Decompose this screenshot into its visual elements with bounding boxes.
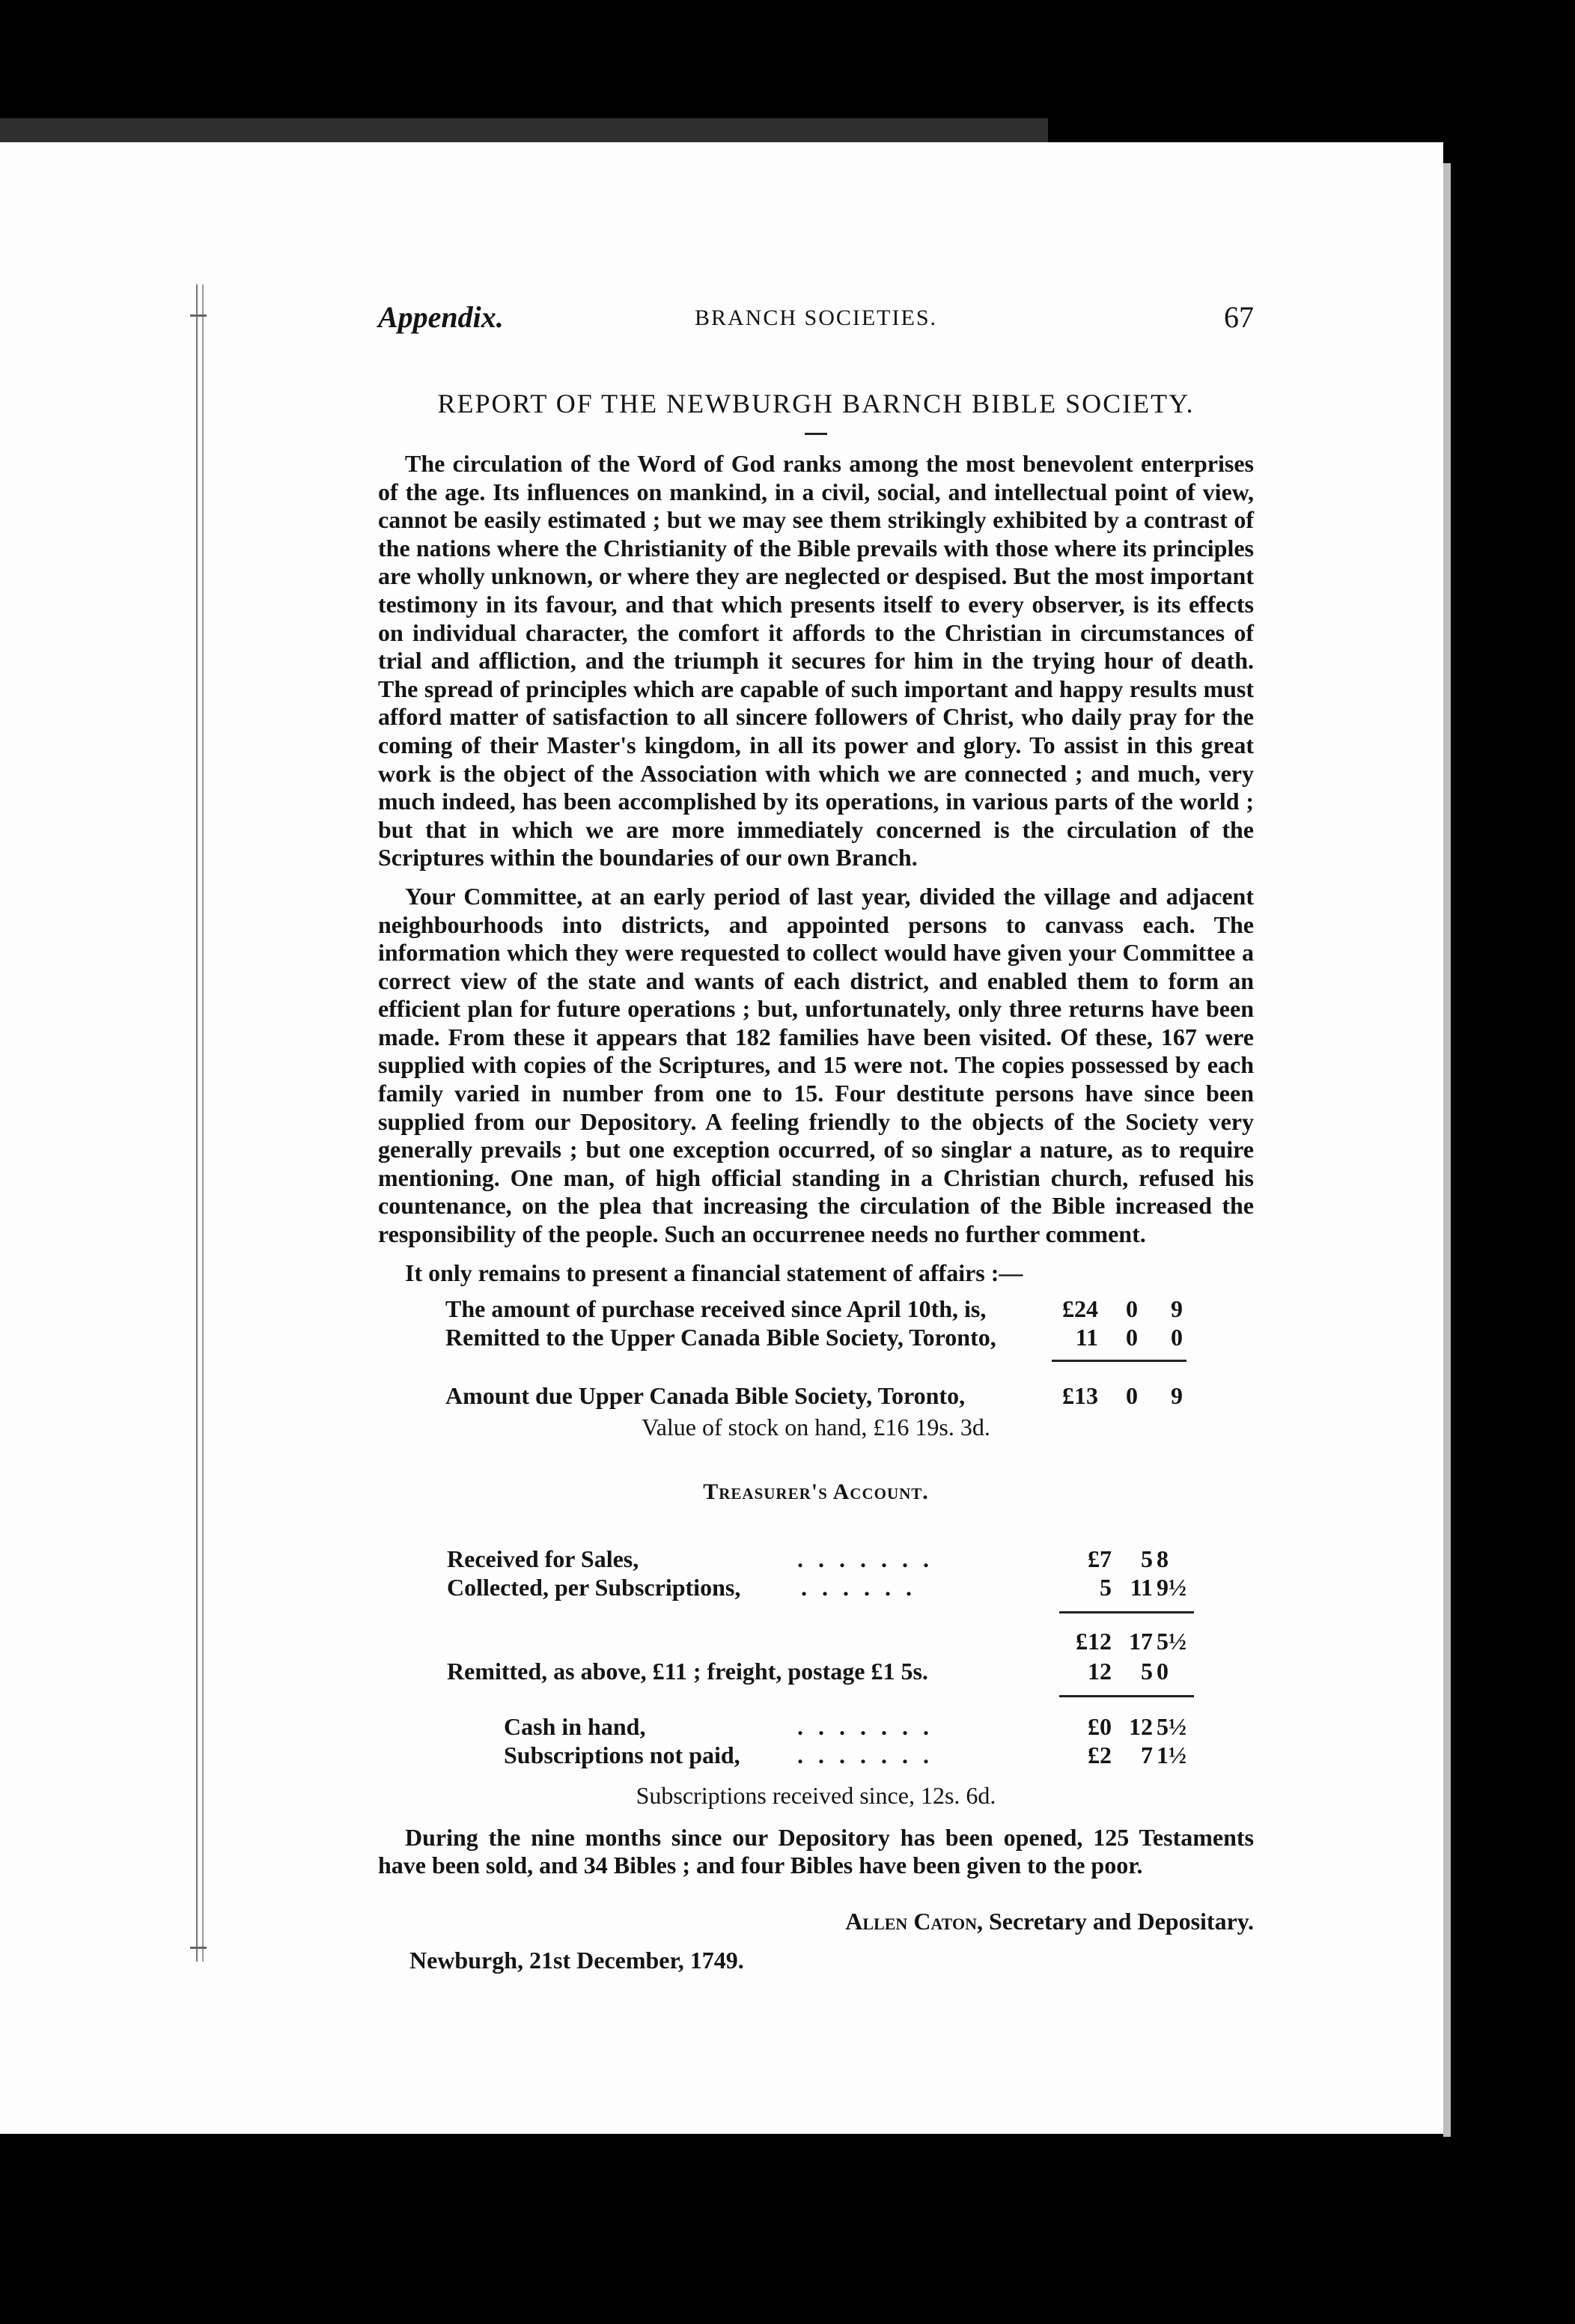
pence: 9 — [1171, 1295, 1183, 1322]
pence: 8 — [1157, 1545, 1169, 1572]
pounds: £2 — [1088, 1741, 1112, 1768]
pence: 9½ — [1157, 1573, 1186, 1601]
signature — [845, 1908, 1254, 1935]
financial-section — [378, 1249, 1254, 2072]
shillings: 0 — [1126, 1295, 1138, 1322]
financial-row — [378, 1324, 1254, 1352]
report-title: REPORT OF THE NEWBURGH BARNCH BIBLE SOCIETY. — [437, 389, 1195, 419]
financial-row-label: Amount due Upper Canada Bible Society, Toronto, — [445, 1381, 966, 1409]
treasurer-row-label: Cash in hand, — [504, 1712, 646, 1740]
shillings: 7 — [1141, 1741, 1153, 1768]
shillings: 0 — [1126, 1381, 1138, 1409]
treasurer-row-label: Subscriptions not paid, — [504, 1741, 740, 1768]
pence: 5½ — [1157, 1627, 1186, 1655]
report-date: Newburgh, 21st December, 1749. — [409, 1946, 744, 1974]
binding-margin-line — [196, 285, 204, 1962]
subscriptions-since: Subscriptions received since, 12s. 6d. — [636, 1781, 996, 1809]
leader-dots: . . . . . . . — [797, 1712, 933, 1740]
leader-dots: . . . . . . — [801, 1573, 916, 1601]
pounds: 5 — [1100, 1573, 1112, 1601]
pounds: £13 — [1062, 1381, 1098, 1409]
margin-tick-bottom — [190, 1947, 207, 1949]
page-text — [378, 299, 1254, 2072]
financial-row — [378, 1295, 1254, 1324]
pence: 1½ — [1157, 1741, 1186, 1768]
shillings: 0 — [1126, 1323, 1138, 1351]
pounds: 11 — [1075, 1323, 1098, 1351]
financial-row-label: The amount of purchase received since April 10th, is, — [445, 1295, 987, 1322]
leader-dots: . . . . . . . — [797, 1545, 933, 1572]
page-number: 67 — [1224, 300, 1254, 334]
treasurer-row-label: Received for Sales, — [447, 1545, 639, 1572]
treasurer-heading: Treasurer's Account. — [703, 1479, 929, 1504]
treasurer-row — [378, 1713, 1254, 1742]
pounds: 12 — [1088, 1657, 1112, 1685]
page-edge — [1443, 163, 1451, 2137]
paragraph-2: Your Committee, at an early period of last year, divided the village and adjacent neighbourhoods into districts, and appointed persons to canvass each. The information which they were requested to collect would have given your Committee a correct view of the state and wants of each district, and enabled them to form an efficient plan for future operations ; but, unfortunately, only three returns have been made. From these it appears that 182 families have been visited. Of these, 167 were supplied with copies of the Scriptures, and 15 were not. The copies possessed by each family varied in number from one to 15. Four destitute persons have since been supplied from our Depository. A feeling friendly to the objects of the Society very generally prevails ; but one exception occurred, of so singlar a nature, as to require mentioning. One man, of high official standing in a Christian church, refused his countenance, on the plea that increasing the circulation of the Bible increased the responsibility of the people. Such an occurrenee needs no further comment. — [378, 882, 1254, 1248]
header-center: BRANCH SOCIETIES. — [694, 305, 938, 330]
financial-intro: It only remains to present a financial statement of affairs :— — [405, 1259, 1023, 1286]
header-left: Appendix. — [378, 300, 504, 334]
sum-rule — [1059, 1611, 1194, 1613]
leader-dots: . . . . . . . — [797, 1741, 933, 1768]
shillings: 11 — [1130, 1573, 1153, 1601]
pence: 9 — [1171, 1381, 1183, 1409]
title-dash — [805, 433, 827, 435]
stock-value: Value of stock on hand, £16 19s. 3d. — [642, 1413, 990, 1441]
shillings: 5 — [1141, 1657, 1153, 1685]
pence: 0 — [1171, 1323, 1183, 1351]
signature-role: Secretary and Depositary. — [988, 1907, 1254, 1935]
scanner-dark-strip — [0, 118, 1048, 144]
signature-name: Allen Caton, — [845, 1907, 983, 1935]
pence: 5½ — [1157, 1712, 1186, 1740]
pounds: £24 — [1062, 1295, 1098, 1322]
pounds: £0 — [1088, 1712, 1112, 1740]
sum-rule — [1059, 1695, 1194, 1697]
running-header — [378, 299, 1254, 352]
paragraph-1: The circulation of the Word of God ranks among the most benevolent enterprises of the age. Its influences on mankind, in a civil, social, and intellectual point of view, cannot be easily estimated ; but we may see them strikingly exhibited by a contrast of the nations where the Christianity of the Bible prevails with those where its principles are wholly unknown, or where they are neglected or despised. But the most important testimony in its favour, and that which presents itself to every observer, is its effects on individual character, the comfort it affords to the Christian in circumstances of trial and affliction, and the triumph it secures for him in the trying hour of death. The spread of principles which are capable of such important and happy results must afford matter of satisfaction to all sincere followers of Christ, who daily pray for the coming of their Master's kingdom, in all its power and glory. To assist in this great work is the object of the Association with which we are connected ; and much, very much indeed, has been accomplished by its operations, in various parts of the world ; but that in which we are more immediately concerned is the circulation of the Scriptures within the boundaries of our own Branch. — [378, 450, 1254, 872]
financial-row-label: Remitted to the Upper Canada Bible Society, Toronto, — [445, 1323, 996, 1351]
shillings: 12 — [1129, 1712, 1153, 1740]
treasurer-row-label: Remitted, as above, £11 ; freight, postage £1 5s. — [447, 1657, 928, 1685]
financial-row — [378, 1382, 1254, 1411]
pounds: £7 — [1088, 1545, 1112, 1572]
treasurer-row — [378, 1658, 1254, 1686]
pounds: £12 — [1076, 1627, 1112, 1655]
shillings: 17 — [1129, 1627, 1153, 1655]
closing-paragraph: During the nine months since our Depository has been opened, 125 Testaments have been sold, and 34 Bibles ; and four Bibles have been given to the poor. — [378, 1823, 1254, 1879]
treasurer-row — [378, 1628, 1254, 1656]
margin-tick-top — [190, 314, 207, 317]
treasurer-row — [378, 1742, 1254, 1770]
treasurer-row — [378, 1574, 1254, 1602]
treasurer-row — [378, 1545, 1254, 1574]
sum-rule — [1052, 1360, 1186, 1362]
shillings: 5 — [1141, 1545, 1153, 1572]
pence: 0 — [1157, 1657, 1169, 1685]
treasurer-row-label: Collected, per Subscriptions, — [447, 1573, 741, 1601]
